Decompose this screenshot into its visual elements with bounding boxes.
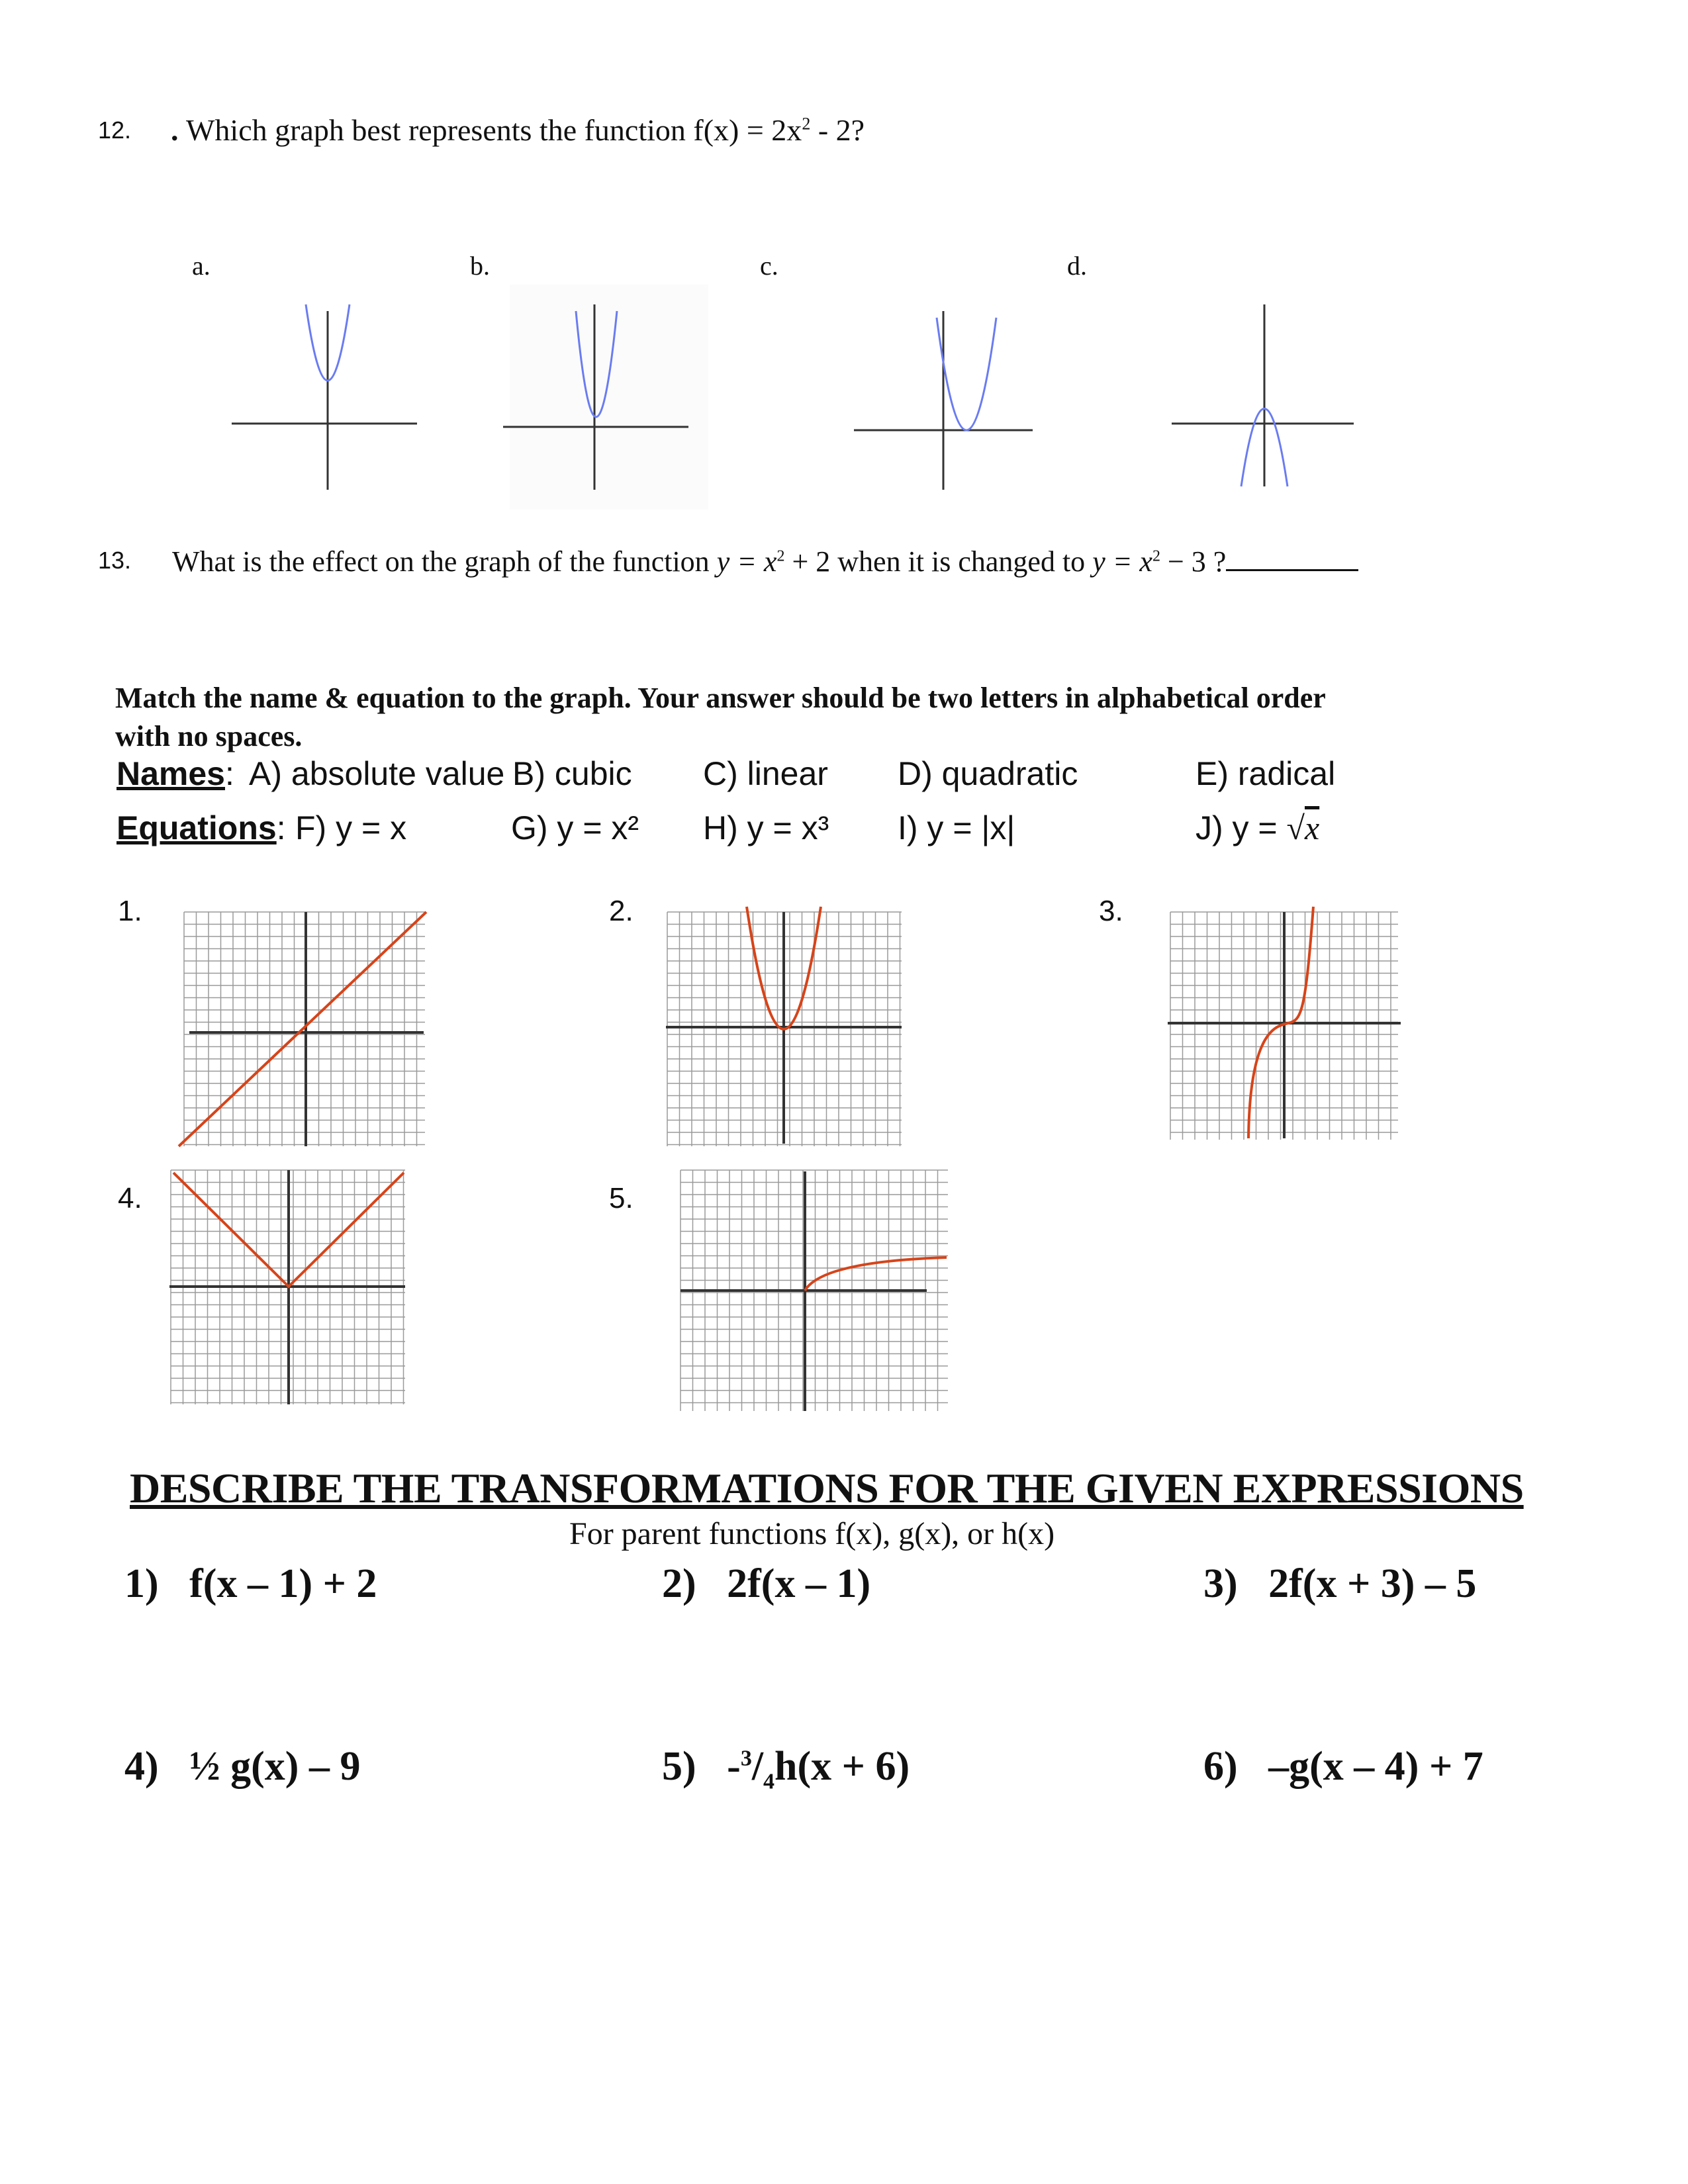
- graph-2-number: 2.: [609, 895, 633, 927]
- equation-f: F) y = x: [295, 809, 407, 846]
- transformation-item-1: [124, 1561, 377, 1608]
- item-expression: 2f(x – 1): [727, 1561, 871, 1606]
- formula-2-tail: − 3: [1160, 545, 1206, 578]
- name-c: C) linear: [703, 755, 828, 792]
- option-b-graph: [503, 285, 715, 510]
- equations-row: [117, 809, 1374, 855]
- option-a-label: a.: [192, 251, 211, 281]
- equation-j: J) y = √x: [1196, 809, 1320, 846]
- item-expression: ½ g(x) – 9: [189, 1744, 361, 1789]
- transformations-subtitle: For parent functions f(x), g(x), or h(x): [569, 1516, 1055, 1551]
- linear-curve: [179, 912, 426, 1146]
- sqrt-variable: x: [1304, 809, 1320, 846]
- question-13-text-end: ?: [1205, 545, 1227, 578]
- graph-4-number: 4.: [118, 1182, 142, 1214]
- formula-1-exponent: 2: [776, 547, 785, 565]
- item-expression: f(x – 1) + 2: [189, 1561, 377, 1606]
- graph-3-number: 3.: [1099, 895, 1123, 927]
- match-graph-2: [662, 907, 907, 1152]
- option-b-label: b.: [470, 251, 490, 281]
- formula-1-tail: + 2: [784, 545, 831, 578]
- match-graph-5: [675, 1165, 953, 1416]
- formula-2-main: y = x: [1092, 545, 1152, 578]
- item-number: 1): [124, 1561, 159, 1606]
- question-13-text: [172, 543, 1358, 578]
- option-d-label: d.: [1067, 251, 1087, 281]
- item-expression: 2f(x + 3) – 5: [1268, 1561, 1477, 1606]
- transformations-title: DESCRIBE THE TRANSFORMATIONS FOR THE GIVEN EXPRESSIONS: [130, 1465, 1524, 1512]
- formula-2-exponent: 2: [1152, 547, 1160, 565]
- equations-label: Equations:: [117, 809, 286, 846]
- option-c-graph: [854, 304, 1046, 496]
- item-number: 4): [124, 1744, 159, 1789]
- formula-1-main: y = x: [716, 545, 777, 578]
- item-expression: $-^3/_4h(x + 6)$: [727, 1744, 910, 1794]
- transformation-item-6: [1203, 1743, 1483, 1790]
- question-12-exponent: 2: [802, 114, 811, 134]
- match-graph-3: [1165, 907, 1403, 1145]
- item-number: 5): [662, 1744, 696, 1789]
- equation-i: I) y = |x|: [898, 809, 1015, 846]
- matching-instructions: [115, 679, 1611, 756]
- name-b: B) cubic: [512, 755, 632, 792]
- question-12-dot: .: [171, 113, 186, 147]
- question-13-number: 13.: [98, 547, 132, 574]
- graph-1-number: 1.: [118, 895, 142, 927]
- graph-5-number: 5.: [609, 1182, 633, 1214]
- faint-grid-background: [510, 285, 708, 510]
- item-number: 2): [662, 1561, 696, 1606]
- question-12-number: 12.: [98, 116, 132, 144]
- item-expression: –g(x – 4) + 7: [1268, 1744, 1483, 1789]
- name-e: E) radical: [1196, 755, 1336, 792]
- names-label: Names:: [117, 755, 234, 792]
- match-graph-4: [165, 1165, 410, 1410]
- names-row: [117, 754, 1374, 797]
- question-13-text-before: What is the effect on the graph of the function: [172, 545, 717, 578]
- transformation-item-2: [662, 1561, 870, 1608]
- question-12-text-start: Which graph best represents the function f(x) = 2x: [186, 113, 802, 147]
- name-a: A) absolute value: [249, 755, 505, 792]
- question-12-text: [171, 113, 865, 148]
- item-number: 6): [1203, 1744, 1238, 1789]
- question-12-text-end: - 2?: [810, 113, 865, 147]
- transformation-item-4: [124, 1743, 360, 1790]
- match-graph-1: [179, 907, 430, 1152]
- transformation-item-5: [662, 1743, 910, 1794]
- question-13-text-middle: when it is changed to: [837, 545, 1093, 578]
- option-a-graph: [232, 291, 424, 490]
- option-c-label: c.: [760, 251, 778, 281]
- matching-instructions-line-2: with no spaces.: [115, 720, 303, 752]
- equation-g: G) y = x²: [511, 809, 639, 846]
- equation-h: H) y = x³: [703, 809, 829, 846]
- answer-blank[interactable]: [1226, 543, 1358, 571]
- item-number: 3): [1203, 1561, 1238, 1606]
- matching-instructions-line-1: Match the name & equation to the graph. Your answer should be two letters in alphabetical order: [115, 682, 1326, 714]
- transformation-item-3: [1203, 1561, 1476, 1608]
- option-d-graph: [1172, 304, 1364, 496]
- name-d: D) quadratic: [898, 755, 1078, 792]
- parabola-curve: [937, 318, 996, 430]
